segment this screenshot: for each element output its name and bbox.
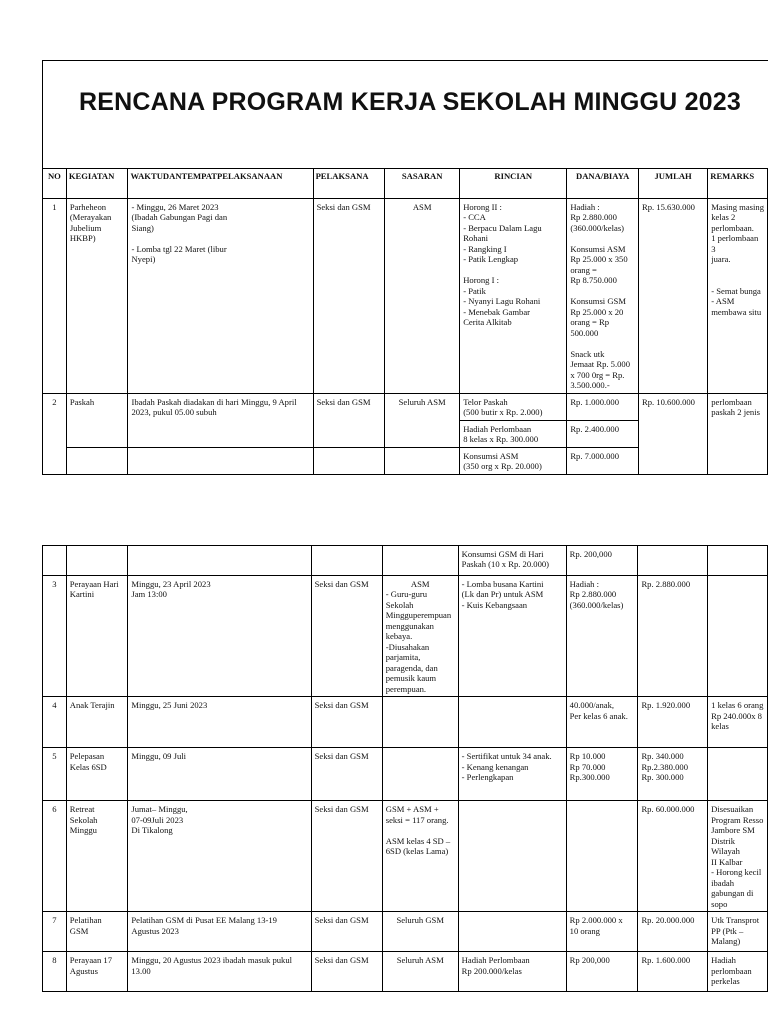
row-waktu: Minggu, 23 April 2023 Jam 13:00	[128, 576, 311, 697]
row-sasaran	[382, 697, 458, 748]
row-pelaksana: Seksi dan GSM	[311, 801, 382, 912]
row-dana: Rp 2.000.000 x 10 orang	[566, 912, 638, 952]
header-kegiatan: KEGIATAN	[66, 169, 128, 199]
row-no: 5	[43, 748, 67, 801]
row-rincian: Hadiah Perlombaan 8 kelas x Rp. 300.000	[460, 420, 567, 447]
program-table-page-2	[42, 545, 768, 992]
row-jumlah: Rp. 1.600.000	[638, 952, 708, 992]
row-kegiatan: Paskah	[66, 393, 128, 447]
table-row	[43, 952, 768, 992]
row-remarks: Masing masing kelas 2 perlombaan. 1 perlombaan 3 juara. - Semat bunga - ASM membawa situ	[708, 199, 768, 394]
row-waktu: Ibadah Paskah diadakan di hari Minggu, 9 April 2023, pukul 05.00 subuh	[128, 393, 313, 447]
row-dana: Rp 10.000 Rp 70.000 Rp.300.000	[566, 748, 638, 801]
row-remarks: 1 kelas 6 orang Rp 240.000x 8 kelas	[708, 697, 768, 748]
row-rincian: - Lomba busana Kartini (Lk dan Pr) untuk ASM - Kuis Kebangsaan	[458, 576, 566, 697]
row-rincian	[458, 697, 566, 748]
row-remarks: Disesuaikan Program Resso Jambore SM Distrik Wilayah II Kalbar - Horong kecil ibadah gabungan di sopo	[708, 801, 768, 912]
row-no: 4	[43, 697, 67, 748]
row-dana: Rp. 1.000.000	[567, 393, 639, 420]
row-rincian	[458, 912, 566, 952]
row-pelaksana: Seksi dan GSM	[313, 199, 385, 394]
row-waktu: Minggu, 25 Juni 2023	[128, 697, 311, 748]
row-sasaran: Seluruh GSM	[382, 912, 458, 952]
row-kegiatan: Anak Terajin	[66, 697, 128, 748]
row-jumlah: Rp. 15.630.000	[638, 199, 707, 394]
row-waktu: Jumat– Minggu, 07-09Juli 2023 Di Tikalong	[128, 801, 311, 912]
row-waktu: Pelatihan GSM di Pusat EE Malang 13-19 Agustus 2023	[128, 912, 311, 952]
table-row	[43, 393, 768, 420]
header-remarks: REMARKS	[708, 169, 768, 199]
row-pelaksana: Seksi dan GSM	[311, 952, 382, 992]
row-remarks	[708, 748, 768, 801]
row-remarks	[708, 576, 768, 697]
row-sasaran: Seluruh ASM	[382, 952, 458, 992]
row-waktu: Minggu, 09 Juli	[128, 748, 311, 801]
row-pelaksana: Seksi dan GSM	[311, 576, 382, 697]
row-jumlah: Rp. 340.000 Rp.2.380.000 Rp. 300.000	[638, 748, 708, 801]
row-no: 6	[43, 801, 67, 912]
row-kegiatan: Parheheon (Merayakan Jubelium HKBP)	[66, 199, 128, 394]
row-dana: Hadiah : Rp 2.880.000 (360.000/kelas)	[566, 576, 638, 697]
row-remarks: Utk Transprot PP (Ptk – Malang)	[708, 912, 768, 952]
row-sasaran: Seluruh ASM	[385, 393, 460, 447]
row-dana: Rp 200,000	[566, 952, 638, 992]
row-rincian: - Sertifikat untuk 34 anak. - Kenang kenangan - Perlengkapan	[458, 748, 566, 801]
row-dana: Rp. 2.400.000	[567, 420, 639, 447]
header-dana: DANA/BIAYA	[567, 169, 639, 199]
table-row	[43, 546, 768, 576]
header-sasaran: SASARAN	[385, 169, 460, 199]
row-remarks: Hadiah perlombaan perkelas	[708, 952, 768, 992]
row-sasaran	[382, 576, 458, 697]
row-dana	[566, 801, 638, 912]
row-dana: 40.000/anak, Per kelas 6 anak.	[566, 697, 638, 748]
row-dana: Rp. 200,000	[566, 546, 638, 576]
header-rincian: RINCIAN	[460, 169, 567, 199]
row-sasaran: ASM	[385, 199, 460, 394]
row-rincian: Horong II : - CCA - Berpacu Dalam Lagu Rohani - Rangking I - Patik Lengkap Horong I : - Patik - Nyanyi Lagu Rohani - Menebak Gambar Cerita Alkitab	[460, 199, 567, 394]
row-no: 3	[43, 576, 67, 697]
row-pelaksana: Seksi dan GSM	[313, 393, 385, 447]
row-rincian	[458, 801, 566, 912]
header-pelaksana: PELAKSANA	[313, 169, 385, 199]
row-no: 2	[43, 393, 67, 474]
row-no: 1	[43, 199, 67, 394]
row-sasaran-head: ASM	[410, 579, 430, 589]
row-rincian: Hadiah Perlombaan Rp 200.000/kelas	[458, 952, 566, 992]
row-jumlah: Rp. 20.000.000	[638, 912, 708, 952]
row-pelaksana: Seksi dan GSM	[311, 748, 382, 801]
row-jumlah: Rp. 10.600.000	[638, 393, 707, 474]
header-row	[43, 169, 768, 199]
row-no: 8	[43, 952, 67, 992]
table-row	[43, 697, 768, 748]
row-rincian: Telor Paskah (500 butir x Rp. 2.000)	[460, 393, 567, 420]
row-remarks: perlombaan paskah 2 jenis	[708, 393, 768, 474]
document-title: RENCANA PROGRAM KERJA SEKOLAH MINGGU 2023	[79, 88, 741, 116]
program-table-page-1	[42, 168, 768, 475]
row-kegiatan: Pelatihan GSM	[66, 912, 128, 952]
row-rincian: Konsumsi ASM (350 org x Rp. 20.000)	[460, 447, 567, 474]
header-jumlah: JUMLAH	[638, 169, 707, 199]
header-no: NO	[43, 169, 67, 199]
row-sasaran	[382, 748, 458, 801]
row-dana: Hadiah : Rp 2.880.000 (360.000/kelas) Konsumsi ASM Rp 25.000 x 350 orang = Rp 8.750.000 Konsumsi GSM Rp 25.000 x 20 orang = Rp 500.000 Snack utk Jemaat Rp. 5.000 x 700 0rg = Rp. 3.500.000.-	[567, 199, 639, 394]
row-kegiatan: Retreat Sekolah Minggu	[66, 801, 128, 912]
row-no: 7	[43, 912, 67, 952]
row-jumlah: Rp. 1.920.000	[638, 697, 708, 748]
row-jumlah: Rp. 60.000.000	[638, 801, 708, 912]
row-kegiatan: Pelepasan Kelas 6SD	[66, 748, 128, 801]
table-row	[43, 576, 768, 697]
row-sasaran-detail: - Guru-guru Sekolah Mingguperempuan menggunakan kebaya. -Diusahakan parjamita, paragenda, dan pemusik kaum perempuan.	[385, 589, 452, 694]
table-row	[43, 748, 768, 801]
row-dana: Rp. 7.000.000	[567, 447, 639, 474]
row-rincian: Konsumsi GSM di Hari Paskah (10 x Rp. 20.000)	[458, 546, 566, 576]
table-row	[43, 199, 768, 394]
table-row	[43, 801, 768, 912]
row-sasaran: GSM + ASM + seksi = 117 orang. ASM kelas 4 SD – 6SD (kelas Lama)	[382, 801, 458, 912]
row-waktu: Minggu, 20 Agustus 2023 ibadah masuk pukul 13.00	[128, 952, 311, 992]
row-pelaksana: Seksi dan GSM	[311, 697, 382, 748]
row-jumlah: Rp. 2.880.000	[638, 576, 708, 697]
row-waktu: - Minggu, 26 Maret 2023 (Ibadah Gabungan Pagi dan Siang) - Lomba tgl 22 Maret (libur Nyepi)	[128, 199, 313, 394]
header-waktu: WAKTUDANTEMPATPELAKSANAAN	[128, 169, 313, 199]
table-row	[43, 912, 768, 952]
row-kegiatan: Perayaan Hari Kartini	[66, 576, 128, 697]
row-kegiatan: Perayaan 17 Agustus	[66, 952, 128, 992]
row-pelaksana: Seksi dan GSM	[311, 912, 382, 952]
